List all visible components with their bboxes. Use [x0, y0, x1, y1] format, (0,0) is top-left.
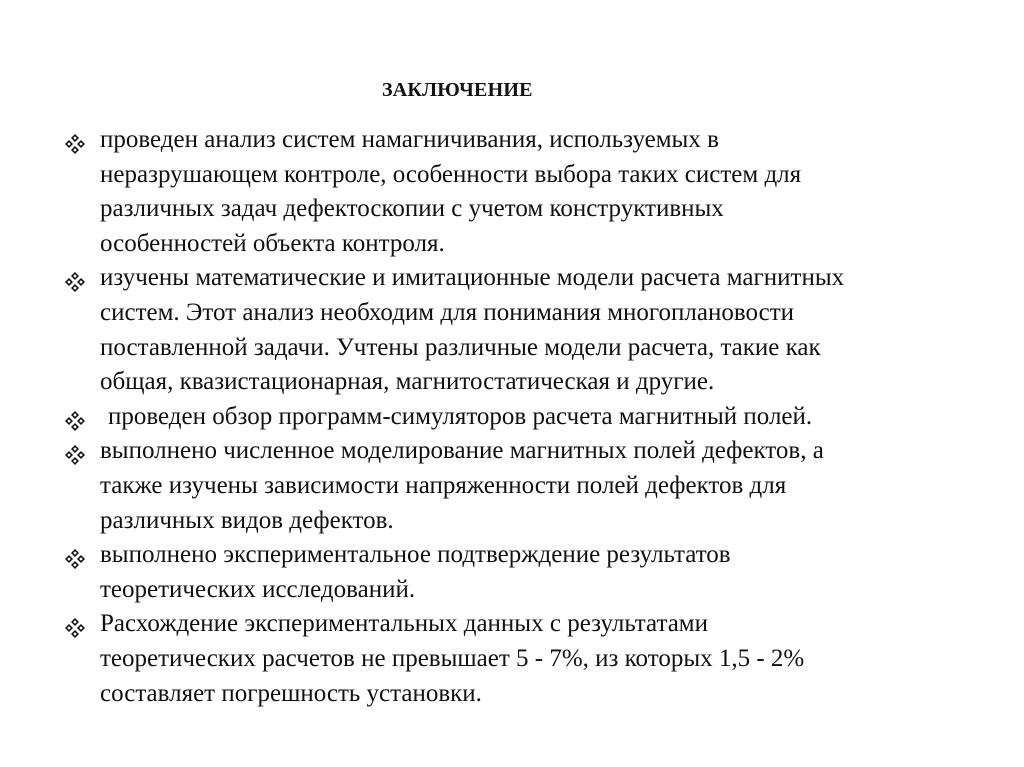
text-line: проведен обзор программ-симуляторов расчета магнитный полей. [108, 402, 813, 430]
text-line: неразрушающем контроле, особенности выбора таких систем для [100, 160, 802, 188]
text-line: особенностей объекта контроля. [100, 229, 445, 257]
four-diamond-bullet-icon [64, 548, 86, 570]
conclusion-list [62, 123, 962, 711]
text-line: составляет погрешность установки. [100, 679, 482, 707]
bullet-text [100, 400, 962, 435]
text-line: различных видов дефектов. [100, 506, 394, 534]
bullet-text [100, 261, 962, 399]
list-item [62, 538, 962, 607]
bullet-text [100, 538, 962, 607]
four-diamond-bullet-icon [64, 617, 86, 639]
four-diamond-bullet-icon [64, 410, 86, 432]
four-diamond-bullet-icon [64, 271, 86, 293]
text-line: также изучены зависимости напряженности полей дефектов для [100, 471, 787, 499]
slide-title: ЗАКЛЮЧЕНИЕ [382, 79, 533, 101]
text-line: теоретических исследований. [100, 575, 416, 603]
list-item [62, 123, 962, 261]
list-item [62, 434, 962, 538]
text-line: поставленной задачи. Учтены различные модели расчета, такие как [100, 333, 821, 361]
text-line: систем. Этот анализ необходим для понимания многоплановости [100, 298, 795, 326]
list-item [62, 607, 962, 711]
text-line: проведен анализ систем намагничивания, используемых в [100, 126, 719, 153]
list-item [62, 400, 962, 435]
text-line: выполнено численное моделирование магнитных полей дефектов, а [100, 437, 824, 465]
four-diamond-bullet-icon [64, 444, 86, 466]
text-line: Расхождение экспериментальных данных с результатами [100, 610, 708, 638]
text-line: изучены математические и имитационные модели расчета магнитных [100, 264, 845, 292]
bullet-text [100, 123, 962, 261]
bullet-text [100, 607, 962, 711]
four-diamond-bullet-icon [64, 133, 86, 155]
text-line: общая, квазистационарная, магнитостатическая и другие. [100, 368, 715, 396]
text-line: различных задач дефектоскопии с учетом конструктивных [100, 195, 724, 223]
bullet-text [100, 434, 962, 538]
text-line: выполнено экспериментальное подтверждение результатов [100, 541, 731, 569]
list-item [62, 261, 962, 399]
text-line: теоретических расчетов не превышает 5 - 7%, из которых 1,5 - 2% [100, 644, 805, 672]
